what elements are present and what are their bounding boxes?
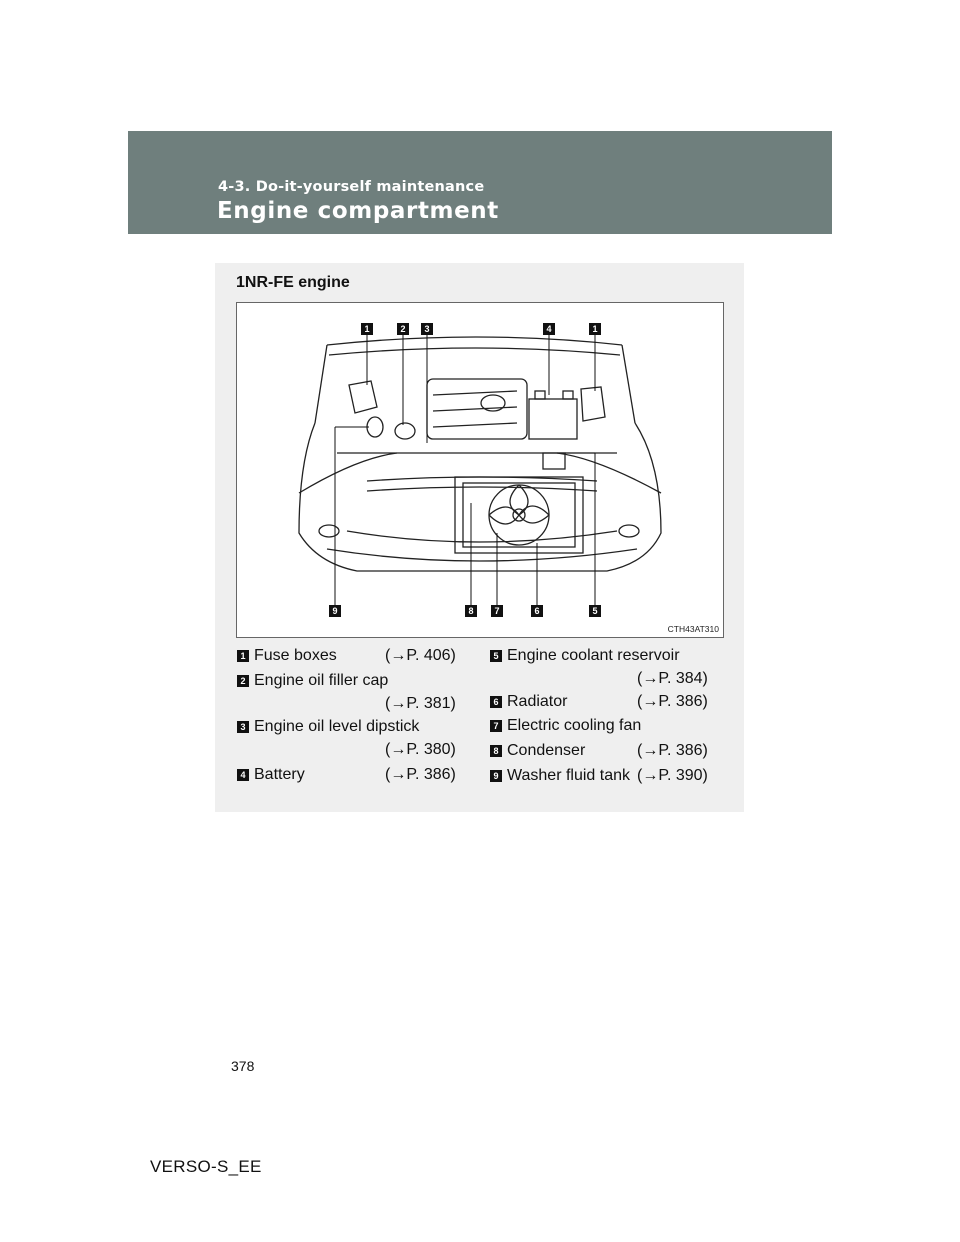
figure-code: CTH43AT310: [667, 624, 719, 634]
callout-1-right: 1: [589, 323, 601, 335]
callout-7: 7: [491, 605, 503, 617]
legend-label-oil-filler-cap: Engine oil filler cap: [254, 672, 389, 689]
legend-label-battery: Battery: [254, 766, 305, 783]
engine-compartment-figure: [236, 302, 724, 638]
engine-label: 1NR-FE engine: [236, 274, 350, 291]
legend-label-washer-tank: Washer fluid tank: [507, 767, 631, 784]
page-number: 378: [231, 1058, 255, 1074]
callout-8: 8: [465, 605, 477, 617]
callout-3: 3: [421, 323, 433, 335]
legend-ref-oil-dipstick: (→P. 380): [385, 741, 456, 758]
legend-num-2: 2: [237, 675, 249, 687]
page-title: Engine compartment: [217, 198, 499, 224]
legend-ref-battery: (→P. 386): [385, 766, 456, 783]
legend-num-5: 5: [490, 650, 502, 662]
legend-ref-fuse-boxes: (→P. 406): [385, 647, 456, 664]
callout-4: 4: [543, 323, 555, 335]
legend-num-9: 9: [490, 770, 502, 782]
legend-num-7: 7: [490, 720, 502, 732]
legend-label-coolant-reservoir: Engine coolant reservoir: [507, 647, 680, 664]
engine-illustration: [237, 303, 723, 637]
legend-label-oil-dipstick: Engine oil level dipstick: [254, 718, 420, 735]
callout-6: 6: [531, 605, 543, 617]
callout-2: 2: [397, 323, 409, 335]
legend-label-fuse-boxes: Fuse boxes: [254, 647, 337, 664]
legend-ref-oil-filler-cap: (→P. 381): [385, 695, 456, 712]
legend-label-radiator: Radiator: [507, 693, 568, 710]
legend-ref-washer-tank: (→P. 390): [637, 767, 708, 784]
legend-label-cooling-fan: Electric cooling fan: [507, 717, 642, 734]
legend-num-1: 1: [237, 650, 249, 662]
legend-ref-condenser: (→P. 386): [637, 742, 708, 759]
legend-num-3: 3: [237, 721, 249, 733]
section-label: 4-3. Do-it-yourself maintenance: [218, 179, 485, 195]
legend-num-6: 6: [490, 696, 502, 708]
legend-num-4: 4: [237, 769, 249, 781]
legend-num-8: 8: [490, 745, 502, 757]
legend-label-condenser: Condenser: [507, 742, 586, 759]
callout-5: 5: [589, 605, 601, 617]
callout-9: 9: [329, 605, 341, 617]
legend-ref-radiator: (→P. 386): [637, 693, 708, 710]
legend-ref-coolant-reservoir: (→P. 384): [637, 670, 708, 687]
footer-code: VERSO-S_EE: [150, 1157, 262, 1176]
callout-1-left: 1: [361, 323, 373, 335]
